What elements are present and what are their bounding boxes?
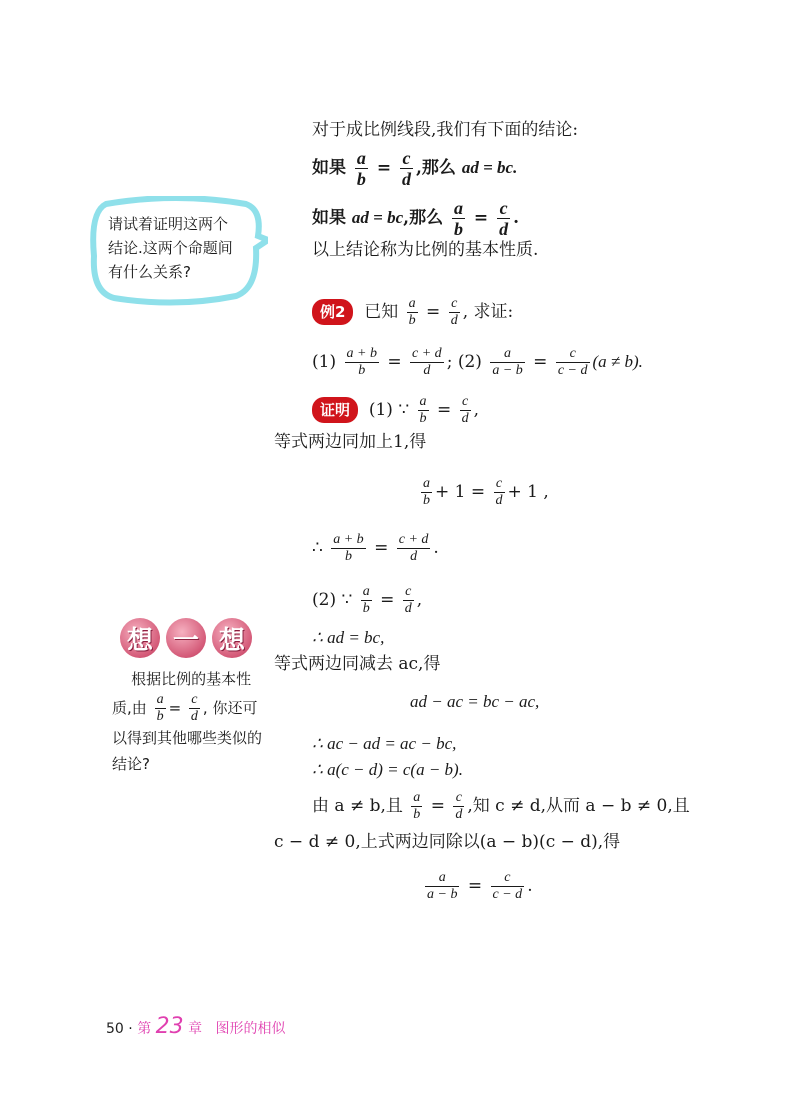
proof-eq-therefore: ∴ $\frac{a + b}{b}$ = $\frac{c + d}{d}$ . — [312, 532, 439, 564]
think-char-2: 一 — [166, 618, 206, 658]
proof-eq-1: $\frac{a}{b}$ + 1 = $\frac{c}{d}$ + 1 , — [423, 476, 549, 508]
intro-text: 对于成比例线段,我们有下面的结论: — [312, 120, 579, 140]
proof-step-2: 等式两边同减去 ac,得 — [274, 654, 441, 674]
think-char-1: 想 — [120, 618, 160, 658]
proof-eq-3: ∴ ac − ad = ac − bc, — [312, 734, 457, 753]
page-footer: 50 · 第 23 章 图形的相似 — [106, 1014, 286, 1039]
rule-1: 如果 $\frac{a}{b}$ = $\frac{c}{d}$ ,那么 ad = bc. — [312, 148, 518, 189]
think-title — [120, 618, 252, 658]
chapter-title: 图形的相似 — [215, 1021, 286, 1037]
think-text: 根据比例的基本性质,由 $\frac{a}{b}$ = $\frac{c}{d}$ , 你还可以得到其他哪些类似的结论? — [112, 670, 263, 773]
proof-start: 证明 (1) ∵ $\frac{a}{b}$ = $\frac{c}{d}$ , — [312, 394, 479, 427]
proof-final-eq: $\frac{a}{a - b}$ = $\frac{c}{c - d}$ . — [427, 870, 533, 902]
think-char-3: 想 — [212, 618, 252, 658]
proof-part-2: (2) ∵ $\frac{a}{b}$ = $\frac{c}{d}$ , — [312, 584, 423, 616]
conclusion-text: 以上结论称为比例的基本性质. — [312, 240, 539, 260]
rule-2: 如果 ad = bc,那么 $\frac{a}{b}$ = $\frac{c}{d}$ . — [312, 198, 520, 239]
bubble-text: 请试着证明这两个结论.这两个命题间有什么关系? — [108, 215, 233, 281]
example-badge: 例2 — [312, 299, 353, 325]
chapter-number: 23 — [155, 1014, 184, 1039]
example-parts: (1) $\frac{a + b}{b}$ = $\frac{c + d}{d}$ ; (2) $\frac{a}{a - b}$ = $\frac{c}{c - d}$ (a ≠ b). — [312, 346, 643, 378]
proof-eq-2: ad − ac = bc − ac, — [410, 692, 540, 711]
page-number: 50 — [106, 1021, 124, 1037]
example-2: 例2 已知 $\frac{a}{b}$ = $\frac{c}{d}$ , 求证: — [312, 296, 513, 329]
proof-ad-bc: ∴ ad = bc, — [312, 628, 385, 647]
proof-step-1: 等式两边同加上1,得 — [274, 432, 427, 452]
proof-reason-cont: c − d ≠ 0,上式两边同除以(a − b)(c − d),得 — [274, 832, 621, 852]
proof-eq-4: ∴ a(c − d) = c(a − b). — [312, 760, 463, 779]
proof-reason: 由 a ≠ b,且 $\frac{a}{b}$ = $\frac{c}{d}$ ,知 c ≠ d,从而 a − b ≠ 0,且 — [312, 790, 690, 822]
proof-badge: 证明 — [312, 397, 358, 423]
